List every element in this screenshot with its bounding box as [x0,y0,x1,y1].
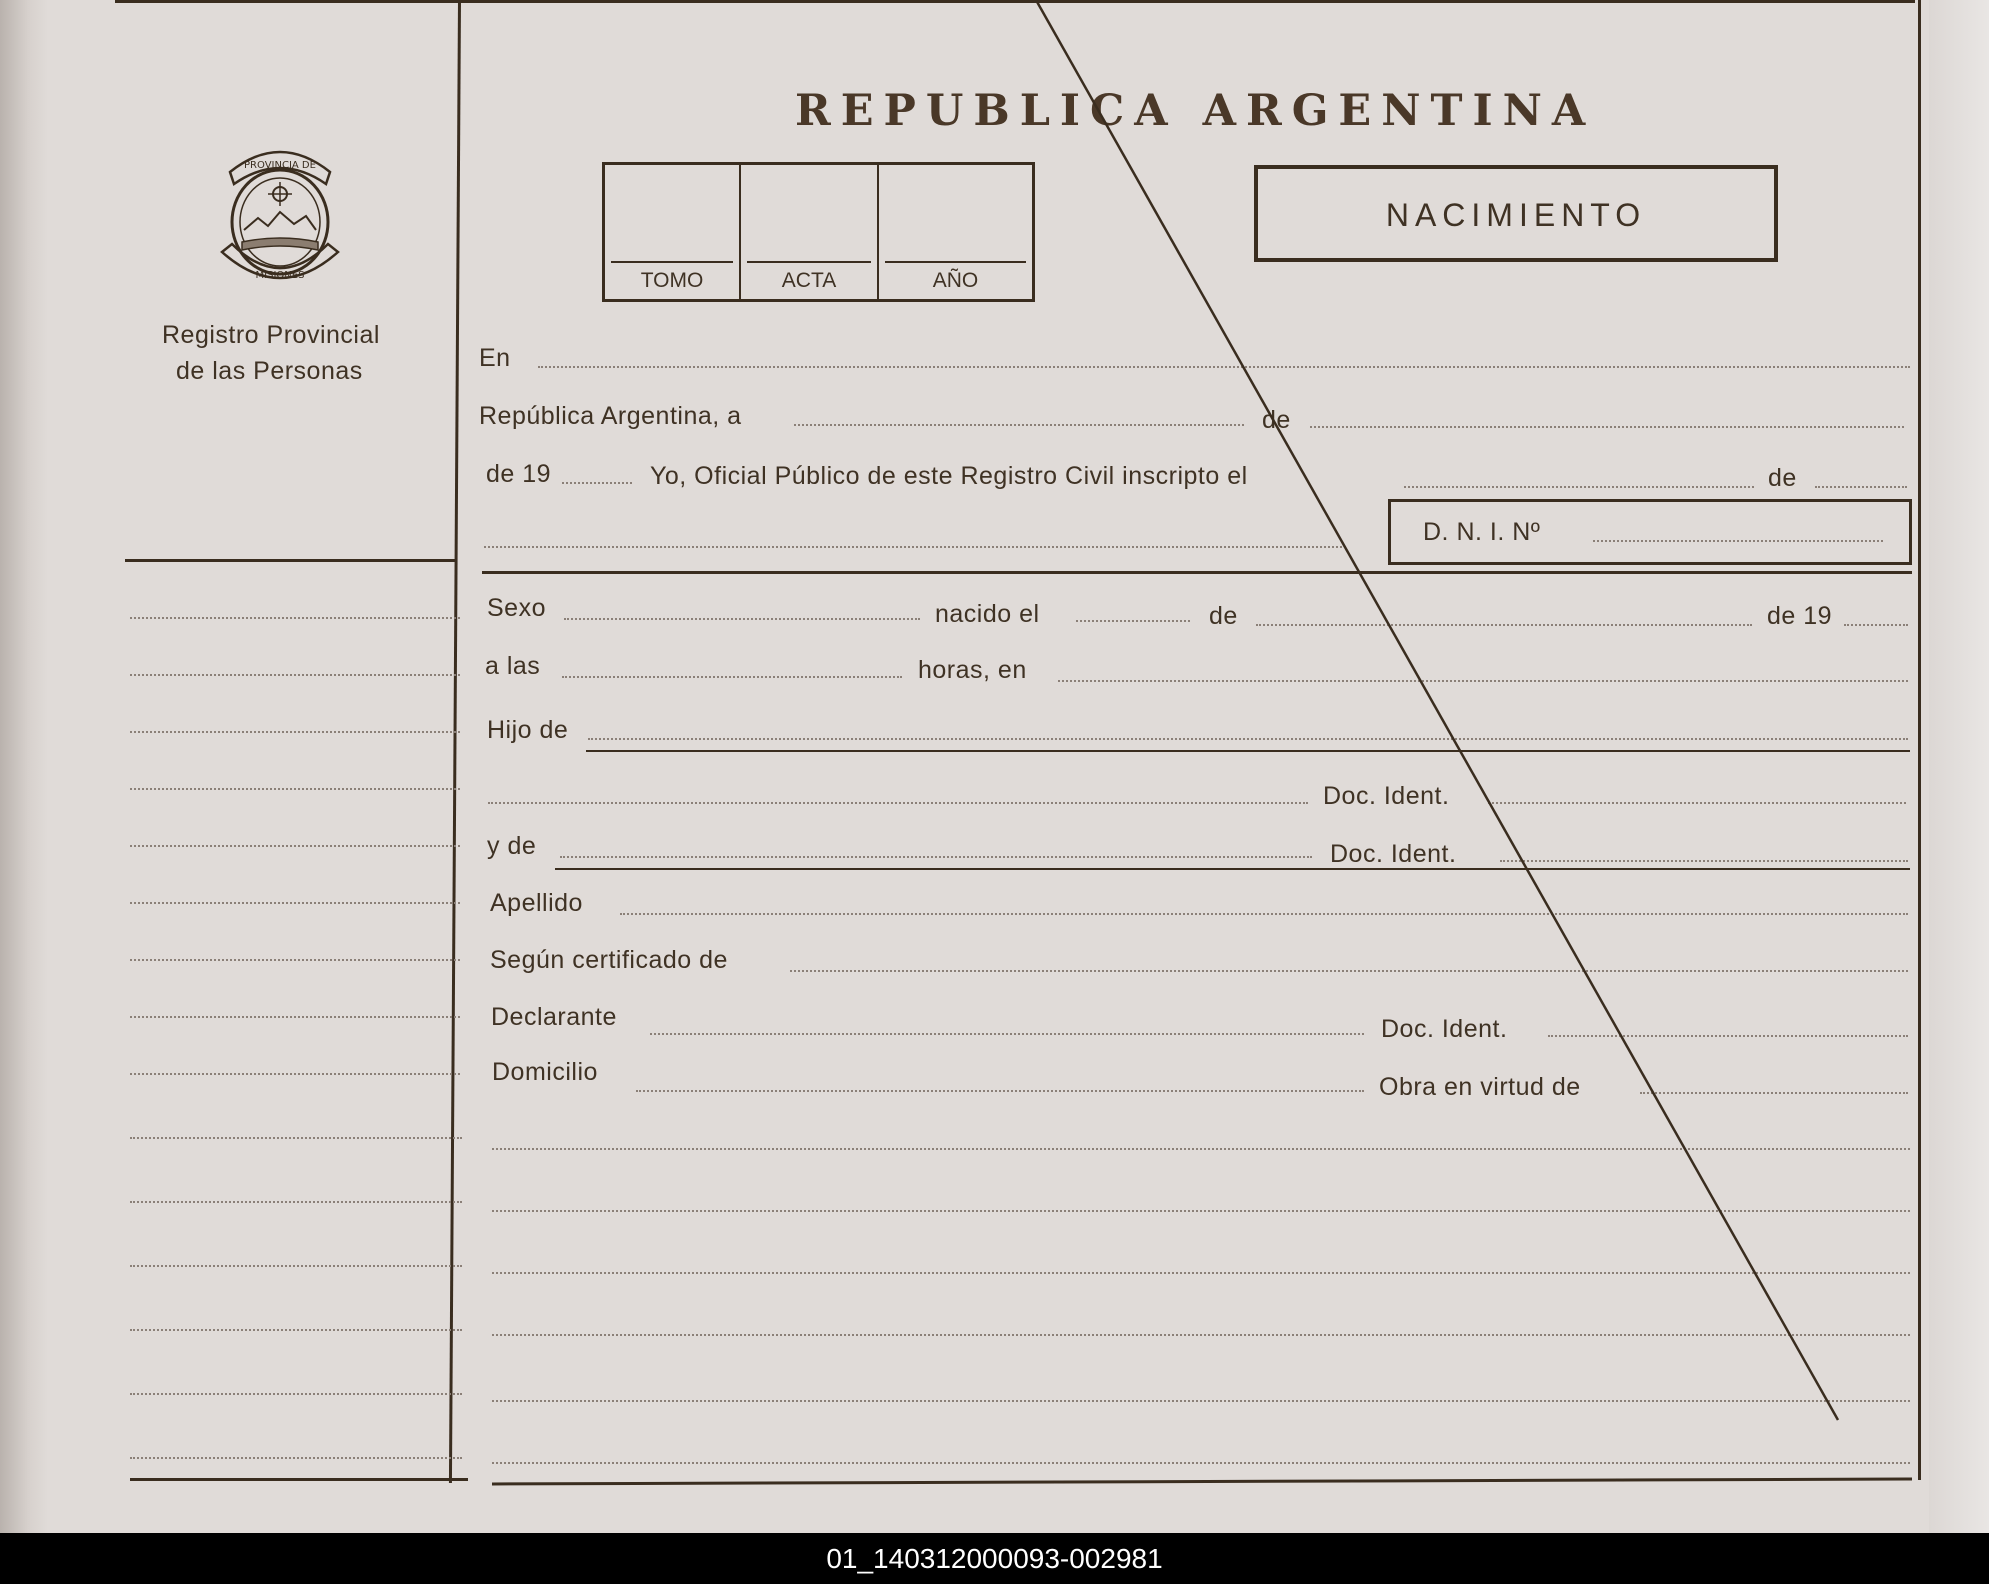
label-obra: Obra en virtud de [1379,1073,1581,1101]
label-de-month: de [1262,406,1291,434]
label-segun: Según certificado de [490,946,728,974]
registry-line1: Registro Provincial [162,321,380,349]
label-y-de: y de [487,832,537,860]
form-type-label: NACIMIENTO [1385,197,1647,233]
label-apellido: Apellido [490,889,583,917]
page-title: REPUBLICA ARGENTINA [795,86,1596,136]
label-de19: de 19 [486,460,552,488]
label-declarante: Declarante [491,1003,617,1031]
acta-label: ACTA [781,269,837,292]
label-hijo-de: Hijo de [487,716,569,744]
label-doc-ident-madre: Doc. Ident. [1330,840,1457,868]
image-id-caption: 01_140312000093-002981 [0,1533,1989,1584]
registry-line2: de las Personas [176,357,363,385]
label-republica: República Argentina, a [479,402,742,430]
label-domicilio: Domicilio [492,1058,598,1086]
svg-text:MISIONES: MISIONES [255,270,305,281]
label-a-las: a las [485,652,541,680]
label-de-inscripto: de [1768,464,1797,492]
label-dni: D. N. I. Nº [1423,518,1541,546]
label-en: En [479,344,511,372]
label-nacido-el: nacido el [935,600,1040,628]
label-de19-nacido: de 19 [1767,602,1833,630]
anio-label: AÑO [932,269,979,292]
label-de-nacido: de [1209,602,1238,630]
label-doc-ident-declarante: Doc. Ident. [1381,1015,1508,1043]
tomo-label: TOMO [640,269,704,292]
label-horas-en: horas, en [918,656,1027,684]
svg-text:PROVINCIA DE: PROVINCIA DE [244,160,316,171]
label-yo-oficial: Yo, Oficial Público de este Registro Civil inscripto el [650,462,1248,490]
label-sexo: Sexo [487,594,546,622]
label-doc-ident-padre: Doc. Ident. [1323,782,1450,810]
